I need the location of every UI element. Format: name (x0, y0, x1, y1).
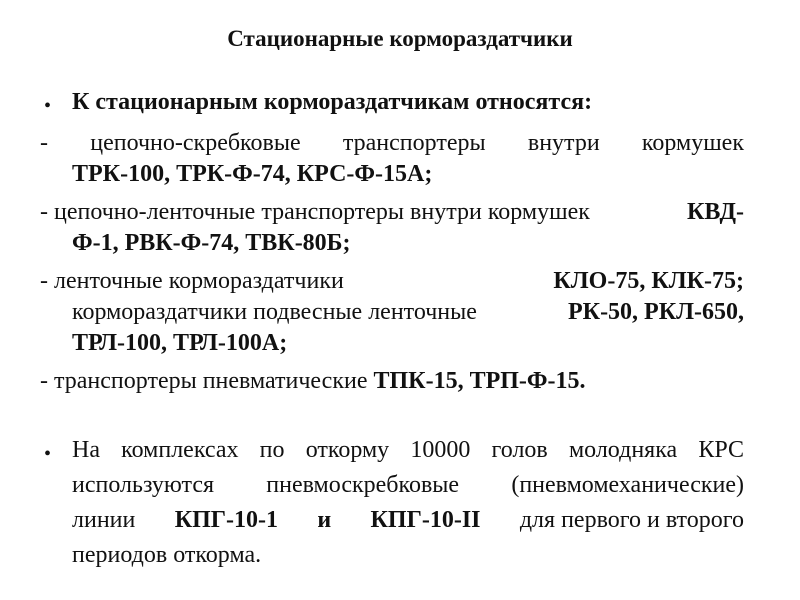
bullet-2-and: и (317, 507, 332, 533)
item-3-codes: КЛО-75, КЛК-75; (553, 268, 744, 294)
bullet-2-line-2: используются пневмоскребковые (пневмомеханические) (72, 472, 744, 498)
item-1-line-1: - цепочно-скребковые транспортеры внутри кормушек (40, 130, 744, 156)
bullet-2-code-2: КПГ-10-II (370, 507, 481, 533)
item-3b-codes: РК-50, РКЛ-650, (568, 299, 744, 325)
item-4-text: - транспортеры пневматические (40, 368, 368, 394)
bullet-2-line-3 (72, 506, 744, 534)
bullet-2-text-periods: для первого и второго (519, 507, 744, 533)
item-3-line-2 (72, 298, 744, 326)
item-4-line (40, 367, 586, 395)
bullet-2-icon: • (44, 443, 52, 465)
item-3-line-1 (40, 267, 744, 295)
item-4-codes: ТПК-15, ТРП-Ф-15. (373, 368, 586, 394)
slide-title: Стационарные кормораздатчики (227, 26, 573, 51)
item-2-line-1 (40, 198, 744, 226)
item-1-line-2: ТРК-100, ТРК-Ф-74, КРС-Ф-15А; (72, 161, 433, 187)
bullet-2-code-1: КПГ-10-1 (174, 507, 279, 533)
item-3-text: - ленточные кормораздатчики (40, 268, 344, 294)
bullet-2-text-lines: линии (72, 507, 136, 533)
bullet-1-heading: К стационарным кормораздатчикам относятся: (72, 89, 593, 115)
item-3b-text: кормораздатчики подвесные ленточные (72, 299, 477, 325)
item-2-code: КВД- (687, 199, 744, 225)
bullet-2-line-4: периодов откорма. (72, 542, 262, 568)
item-3-line-3: ТРЛ-100, ТРЛ-100А; (72, 330, 288, 356)
item-2-line-2: Ф-1, РВК-Ф-74, ТВК-80Б; (72, 230, 351, 256)
bullet-1-icon: • (44, 95, 52, 117)
item-2-text: - цепочно-ленточные транспортеры внутри кормушек (40, 199, 590, 225)
bullet-2-line-1: На комплексах по откорму 10000 голов молодняка КРС (72, 437, 744, 463)
